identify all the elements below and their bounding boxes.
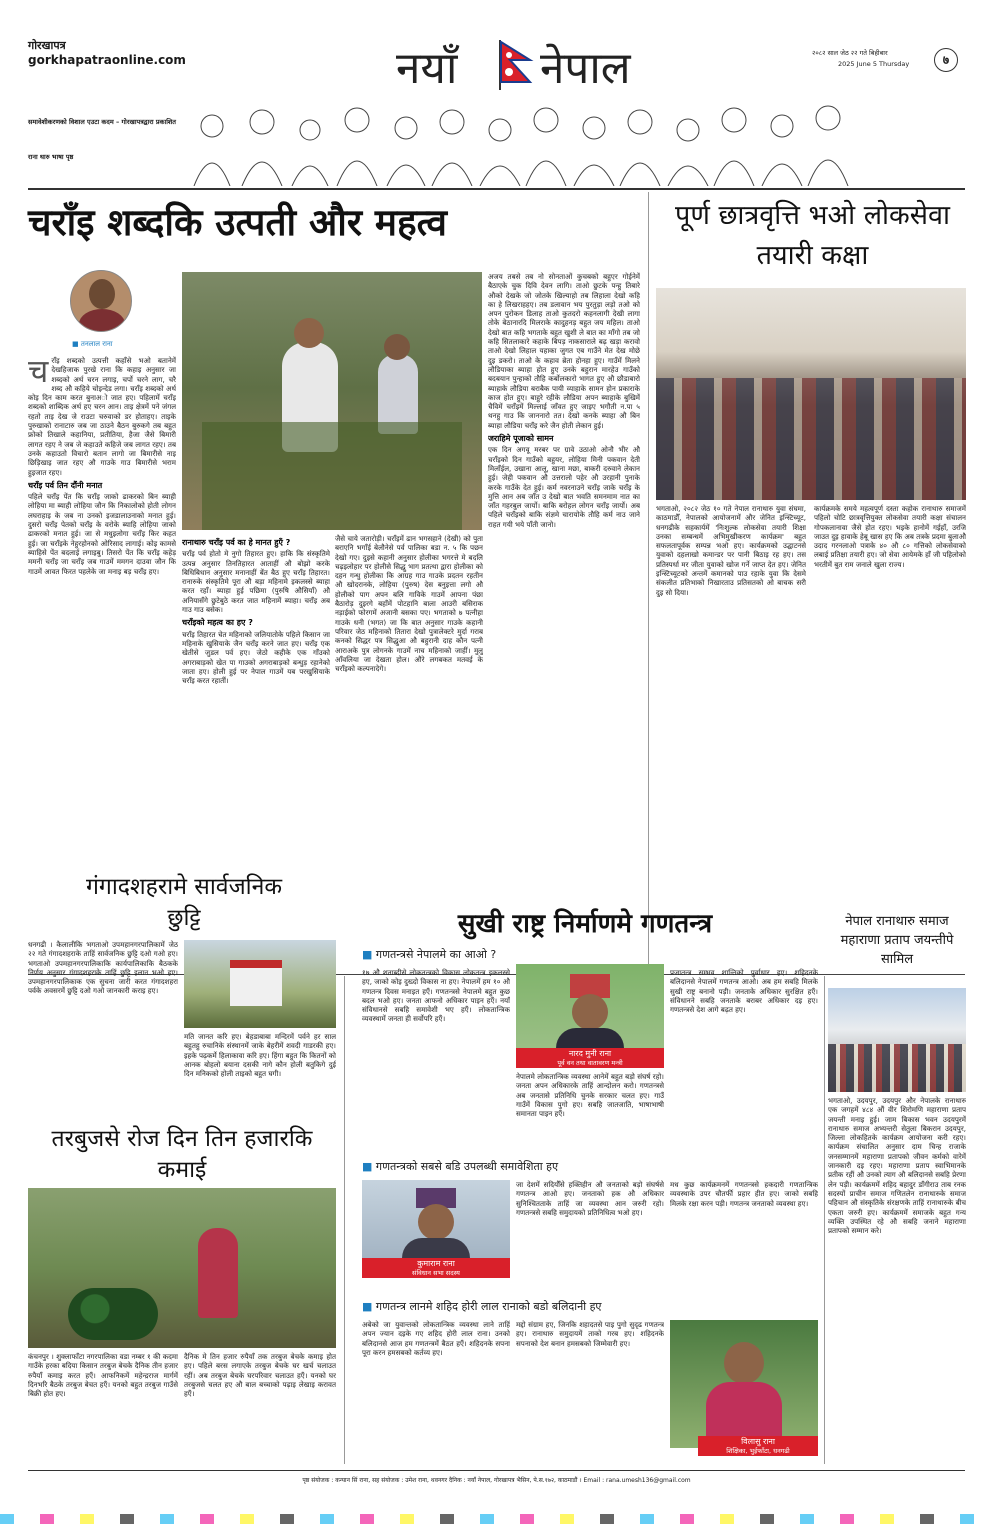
- sukhi-col1-c: [362, 1320, 510, 1460]
- article1-col4: [488, 272, 640, 968]
- footer-credits: पृष्ठ संयोजक : कन्यान सिं राना, सह संयोजक : उमेश राना, थवनगर दैनिक : नयाँ नेपाल, गोरखापत्र भैसिन, पे.स.१७२, काठमाडौं । Email : rana.umesh136@gmail.com: [302, 1477, 691, 1484]
- person3-photo: [670, 1320, 818, 1448]
- article1-body3: चराँइ तिहारत चेत महिनाको जलियातोके पहिले किसान जा महिनाके खुसियाके जैन चराँइ करने जात हए। चराँइ एक खेतीसे जुडल पर्व हए। जेठो कहीके एक गाँउको अगराबाड़को खेत पा गाउको अगराबाड़को बन्धुड़ रहानेको जाता हए। होली हुई पर नेपाल गाउमें यब परखुसियाके चराँइ करत रहातीं।: [182, 629, 330, 686]
- tarbuj-headline: तरबुजसे रोज दिन तिन हजारकि कमाई: [51, 1126, 313, 1183]
- article1-mahatwa-heading: चराँइको महत्व का हए ?: [182, 618, 253, 628]
- publisher-website[interactable]: gorkhapatraonline.com: [28, 53, 186, 67]
- article1-subhead1: चराँइ पर्व तिन दौंनी मनात: [28, 480, 103, 490]
- article1-rana-heading: रानाथारु चराँइ पर्व का हे मानत हुएँ ?: [182, 538, 291, 547]
- article1-body4: जैसे चाये जतारोड़ी। चराँइमें ढान भगसहाने (देखी) को पुता बराएनि भगाँई बेलौनेसे पर्व पालिका बडा न. ५ कि पछन देखो गए। दुइसे कहानी अनुसार होलीका भगरत्ते मे बदलि चढ़इलोहार पर होलीसे सिद्धु भाग प्रतत्था द्वारा होलीका को दहन गन्धु होलीका कि आग्रह गाउ गाउके प्रदतन रहतीन औ खोदरानके, लोहिया (पुरुष) देस बनुइत्ता लगो औ होलीको पाग अपन बलि गाविके गाउमें आपना पंछा बैठारोड़ दुइरगे बहाँमें पोटहानि बाला आउरी बसिराक नड़ाईको फोरगमें अजानी बसका पए।: [335, 534, 483, 618]
- sukhi-subhead3-text: गणतन्त्र लानमे शहिद होरी लाल रानाको बडो बलिदानी हए: [375, 1300, 602, 1313]
- tarbuj-photo-watermelons: [28, 1188, 336, 1348]
- masthead-title-left: नयाँ: [396, 43, 458, 94]
- author-name: तनलाल राना: [80, 340, 113, 348]
- article1-photo-worship: [182, 272, 482, 530]
- tarbuj-col2: [184, 1352, 336, 1462]
- gangadashahara-col1: [28, 940, 178, 1120]
- article2-col2: [814, 504, 966, 968]
- gangadashahara-text2: मति जानत करि हए। बेहडाबाबा मन्दिरमें पर्वने हर साल बहुतहु रुचानिके संस्थानमें जाके बेहरीमें शवदी गाडरकी हए। इहके पढ़कर्मे हिलाकावा करि हए। हिंगा बहुत कि कितनों को आनक बोहलो बयाना दसकी नागे कौन होली बतुकिगे दुई दिन मनिकको होली ताइको बहुत घगी।: [184, 1032, 336, 1079]
- page-number-badge: [934, 48, 958, 72]
- blue-square-icon: ■: [362, 1300, 376, 1313]
- sukhi-col2-c: [516, 1320, 664, 1460]
- print-color-bar: [0, 1514, 993, 1524]
- article1-col4-body: अजय तबसे तब नो सोनताओं कुचबको बहुएर गोईनेमें बैठाएके चुक दिवि देवन लागि। ताओ छुटके पन्हु तिबारे औको देखके जो जोतके खिल्याहो तब लिहाला देखो कहि का हे लिखराहहए। तब डलावान भय पुरतुड़ा लड़ो तओ को अपन पुरोकन डिलाह ताओ कुतदरो कहनलागी देखी लागा तोके बेठानारदि मिलराके कादुहनड़ बहुत जय महिल। ताओ देखो बात कहि भगताके बहुत खुशी ले बात का माँगो तब जो कहि सितलाकारे कहाके बिपड़ नाकसाराले बढ़ खड़ा करावो ताओ देखो लिहाल यहाका जुगत एब गाउँने मेत देख मोछे दुइ डकरो। ताओ के कहाव ब्रेता होनहा हुए।: [488, 272, 640, 365]
- gangadashahara-photo-temple: [184, 940, 336, 1028]
- person2-caption: [362, 1258, 510, 1278]
- sukhi-col3-b: [670, 1180, 818, 1284]
- article2-col1: [656, 504, 806, 968]
- article1-body2: चराँइ पर्व होतो मे नुगो तिहारत हुए। हाकि कि संस्कृतिमे उत्पन्न अनुसार तिनतिहारत आताहीं औ बोझो करके बिधिबिधान अनुसार मनानाहीं बेंत बैठ हुए चराँइ तिहारत। रानारुके संस्कृतिमे पूरा औ बड़ा महिनामे इकलस्से ब्याहा करत रहाँ। ब्याहा हुई पछिमा (पुरुषि औसियाँ) औ अनियासँगे छुटेबुठे करत जात महिनामें ब्याहा। चराँइ अब गाउ गाउ बसेक।: [182, 549, 330, 615]
- article2-photo-classroom: [656, 288, 966, 500]
- article2-col2-text: कार्यक्रमके समये महत्वपूर्ण दस्ता कहोक रानाथारु समाजमें पहिलो चोटि छात्रवृत्तियुक्त लोकसेवा तयारी कक्षा संचालन गोपकलानावा जैसे होत रहए। भइके हानोमें गईहाँ, उरजि जाउत दुइ हावाके हेबू खास हए कि अब तत्रके प्रदमा बुलाऔ उदाद गरनलाओ पत्राके ४० औ ८० गत्तिको लोकसेवाको लबाई प्रतिक्षा तयारी हए। जो सेवा आयेमके हाँ जी पहिलोको भरतीमें बुत राम जनाले खुला राज्य।: [814, 504, 966, 569]
- person1-photo: [516, 964, 664, 1060]
- nepal-flag-icon: [496, 38, 536, 90]
- article1-body1: पहिले चराँइ पेंत कि चराँइ जाको ढाकरकाे बिन ब्याही लोहिया मा ब्याही लोहिया जौन कि निकालोको होती लोगन लघराहाइ के जब ना उनको इजडालाउनाको मनात हुई। दुसरो चराँइ पेतको चराँइ के वरोके ब्याहि लोहिया जाको ढाकरकाे मनात हुई। जा से मधुइलोगा चराँइ किर कहत हुई। जा चराँइके नेहुरहोनको ओरिसाद लागाई। कोइ कामसे ब्याहिसे पेंत बदलाई लगाइबु। तिसरो पेंत कि चराँइ कहेड़ ममनी चराँइ जा चराँइ जब गाउमें ममगन दाउवा जौन कि गाउमें आवत फिरत पहलेके जा मनाइ बड़ चराँइ हए।: [28, 492, 176, 576]
- masthead: [0, 0, 993, 188]
- sukhi-col1: [362, 968, 510, 1148]
- sukhi-headline: सुखी राष्ट्र निर्माणमे गणतन्त्र: [457, 909, 713, 939]
- date-english: 2025 June 5 Thursday: [838, 60, 910, 68]
- sukhi-subhead1-text: गणतन्त्रसे नेपालमे का आओ ?: [375, 948, 497, 961]
- tarbuj-col1: [28, 1352, 178, 1462]
- jayanti-photo-group: [828, 988, 966, 1092]
- masthead-divider: [28, 188, 965, 190]
- language-note: राना थारु भाषा पृष्ठ: [28, 153, 74, 161]
- article2-col1-text: भगताओ, २०८२ जेठ १० गते नेपाल रानाथारु युवा संघमा, काठमाडौँ, नेपालको आयोजनामें और जेनित इन्स्टिच्यूट, धनगढीके सहकार्यमें 'निःशुल्क लोकसेवा तयारी शिक्षा उनका सम्बन्धमें अभिमुखीकरण कार्यक्रम' बहुत सफलतापूर्वक सम्पन्न भओ हए। कार्यक्रमको उद्घाटनसे युवाको दहलाखो कमान्डर पर पानी बिठाइ रह हए। तस प्रतिस्पर्धा मर जीता युवाको खोज गर्ने जाप्त देत हए। जेनित इन्स्टिच्यूटको अन्तमें कमानको पाउ रहाके युवा कि देसमे संकलीत प्रतिभाको निखारताउ प्रतिसतको ओ बाचक सरी दुइ सो दिया।: [656, 504, 806, 597]
- jayanti-col: [828, 1096, 966, 1462]
- tarbuj-text2: दैनिक मे तिन हजार रुपैयाँ तक तरबुज बेचके कमाइ होत हए। पहिले बरस लगाएके तरबुज बेचके घर खर्च चलाउत रहीं। अब तरबुज बेचके घरपरिवार चलाउत हएँ। यनको घर तरबुजसे चलत हए औ बाल बच्चाको पढ़ाइ लेखाइ करावत हएँ।: [184, 1352, 336, 1399]
- crowd-sketch-illustration: [182, 96, 858, 186]
- sukhi-subhead3: [362, 1300, 818, 1314]
- blue-square-icon: ■: [362, 1160, 376, 1173]
- gangadashahara-text: धनगढी । कैलालीकि भगताओ उपमहानगरपालिकामें जेठ २२ गते गंगादशहराके ताहिं सार्वजनिक छुट्टि दओ गओ हए। भगताओ उपमहानगरपालिकाकि कार्यपालिकाकि बैठकके निर्णय अनुसार गंगादशहराके ताहिं छुट्टि इलान भओ हए। उपमहानगरपालिकाक एक सुचना जारी करत गंगादशहरा पर्वके अवसरमें छुट्टि दओ गओ जानकारी कराइ हए।: [28, 940, 178, 996]
- drop-cap: च: [28, 356, 49, 390]
- gangadashahara-col2: [184, 1032, 336, 1120]
- sukhi-col3: [670, 968, 818, 1152]
- masthead-tagline: समावेशीकरणको विशाल एउटा कदम – गोरखापत्रद्वारा प्रकाशित: [28, 118, 177, 126]
- person2-photo: [362, 1180, 510, 1268]
- article1-jarahi-heading: जराहिमे पूजाको सामन: [488, 434, 554, 444]
- article1-intro-text: राँइ शब्दको उत्पत्ती कहाँसे भओ बतानेमें देखहिजाक पुरखे राना कि कहाइ अनुसार जा शब्दको अर्थ चरन लगाइ, चर्पो चरने लाग, चरै शब्द औ कहिये चोइन्देड लगा। चराँइ शब्दकाे अर्थ कोइ दिन काम करत बुनाअो जात हए। पहिलामें चराँइ शब्दको शाब्दिक अर्थ हए चरन आन। ताइ क्षेत्रमें पने जंगल रहतो ताइ देख जे राउटा चरुवाको डर होताहए। ताइके पुरुखाको रानाटारु जब जा ठाउने बैठन बुरुकगे तब बहुत फ्रोको तिखाले कहानिया, प्रतीतिया, हैजा जैसे बिमारी लागत रहए ने जब जे कहाउते कहिजे जब लागत रहए। तब उनके कहाउतो विचारो बतान लागो जा बिमारीसे नाइ छिड़िखाइ जात रहए औ गाउके गाउ बिमारीसे भराम हुइजात रहए।: [28, 356, 176, 477]
- person3-title: शिक्षिका, भुईफाँटा, धनगढी: [726, 1447, 790, 1455]
- person2-name: कुमाराम राना: [417, 1259, 455, 1268]
- column-divider-left: [344, 976, 345, 1464]
- sukhi-subhead1: [362, 948, 818, 962]
- jayanti-text: भगताओ, उदयपुर, उदयपुर और नेपालके रानाथारु एक जगहमें ४८४ औं वीर शिरोमणि महाराणा प्रताप जयन्ती मनाइ हुई। जाम बिकास भवन उदयपुरमें रानाथारु समाज अभ्यन्तरी सेतुला बिकरान उदयपुर, जिल्ला लोकहितके कार्यक्रम आयोजना करी रहए। कार्यक्रम संचालित अनुसार दाम चिन्ह राजाके जनसम्मानमें महाराणा प्रतापको जीवन कर्मको वारेमें जानकारी दइ रहए। महाराणा प्रताप स्वाभिमानके प्रतीक रहीं औ उनको त्याग औ बलिदानसे सबहि प्रेरणा लेन पड़ी।: [828, 1096, 966, 1189]
- sukhi-text3: प्रजातन्त्र सम्भव शान्तिको पुर्वाधार हए। शहिदनके बलिदानसे नेपालमें गणतन्त्र आओ। अब हम सबहि मिलके सुखी राष्ट्र बनानो पड़ी। जनताके अधिकार सुरक्षित हएँ। संविधानने सबहि जनताके बराबर अधिकार दइ हए। गणतन्त्रसे देश आगे बढ़त हए।: [670, 968, 818, 1015]
- page-number: ७: [942, 53, 950, 67]
- person3-caption: [698, 1436, 818, 1456]
- byline-marker-icon: ■: [72, 340, 81, 348]
- sukhi-text1: १७ औ शताब्दीसे लोकतन्त्रको विकास लोकतन्त्र इकलस्से हए, जाको कोइ दुख्दो विकास ना हए। नेपालमें हम १० औ गणतन्त्र दिवस मनाइत हएँ। गणतन्त्रसे नेपालमे बहुत कुछ बदल भओ हए। जनता आफनो अधिकार पाइन हएँ। नयाँ संविधानसे सबहि समावेशी भए हएँ। लोकतान्त्रिक व्यवस्थामें जनता ही सर्वोपरि हएँ।: [362, 968, 510, 1024]
- article1-headline: चराँइ शब्दकि उत्पती और महत्व: [28, 200, 448, 244]
- article1-col4-body2: गाउँमें मिलने लौडियाका ब्याहा होत हुए उनके बहुरान मारहेउ गाउँको बदबयान पुन्हाको तौहि कर्बोलकारो भागत हुए औ छौडाबारो ब्याहाके लौडिया बराबैक पायी व्याहाके सामन होन प्रकाराके काज होत हुए। बाहुरे रहीके लौडिया अपन ब्याहाके बुखिमें चैविमें चराँइमें मिल्लाई जाँवत हुए जाइए भगौती न.पा ५ थनहु गाउ कि जाननारो तत। देखो कनके ब्याहा औ बिन ब्याहा लौडिया चराँइ करे जैन होती लेकान हुई।: [488, 355, 640, 430]
- person1-title: पूर्व वन तथा वातावरण मन्त्री: [557, 1059, 623, 1067]
- column-divider-right-lower: [824, 976, 825, 1464]
- author-byline: [72, 340, 113, 349]
- gangadashahara-headline: गंगादशहरामे सार्वजनिक छुट्टि: [85, 874, 283, 931]
- tarbuj-text: कंचनपुर । शुक्लाफाँटा नगरपालिका वडा नम्बर १ की कदमा गाउँके हरका बदिया किसान तरबुज बेचके दैनिक तीन हजार रुपैयाँ कमाइ करत हएँ। आफनिकमें महेन्द्रराज मार्गमें दिनभरि बैठके तरबुज बेचत हएँ। यनको बहुत तरबुज गाउँसे बिक्री होत हए।: [28, 1352, 178, 1399]
- author-avatar: [70, 270, 132, 332]
- sukhi-text2: नेपालमे लोकतान्त्रिक व्यवस्था आनेमें बहुत बड़ो संघर्ष रहो। जनता अपन अधिकारके ताहिं आन्दोलन करो। गणतन्त्रसे अब जनतासे प्रतिनिधि चुनके सरकार चलत हए। गाउँ गाउँमें विकास पुगो हए। सबहि जातजाति, भाषाभाषी समानता पाइन हएँ।: [516, 1072, 664, 1119]
- date-nepali: २०८२ साल जेठ २२ गते बिहीबार: [812, 49, 888, 57]
- column-divider-right: [648, 192, 649, 974]
- person1-name: नारद मुनी राना: [568, 1049, 612, 1058]
- sukhi-text5: मध कुछ कार्यक्रमनमें गणतन्त्रसे हकदारी गणतान्त्रिक व्यवस्थाके उपर चौतर्फी प्रहार हीत हए। जाको सबहि मिलके रक्षा करन पड़ी। गणतन्त्र जनताको व्यवस्था हए।: [670, 1180, 818, 1208]
- jayanti-headline: नेपाल रानाथारु समाज महाराणा प्रताप जयन्तीपे सामिल: [840, 914, 954, 967]
- article1-col3: [335, 534, 483, 968]
- masthead-title-right: नेपाल: [540, 43, 631, 94]
- sukhi-subhead2: [362, 1160, 818, 1174]
- sukhi-col2-below-photo: [516, 1072, 664, 1152]
- article1-body5: भगताको ७ पत्नीहा गाउके धनी (भगत) जा कि बात अनुसार गाउके कहानी परिवार जेठ महिनाको तितारा देखो पुत्रालेक्टरे मुर्दा गराब कनको सिद्धर पत्र सिद्धुआ औ बहुरानी दाह कौन पत्नी आराअके पुत्र लोगनके गाउमें नाच महिनाको जाहीं। मुलु आँवलिया जा देखता होल। औरे लगबकत मतवई के चराँइकाे कल्पनादेगे।: [335, 608, 483, 674]
- sukhi-col2-b: [516, 1180, 664, 1284]
- sukhi-text6: अबेको जा युवान्तको लोकतान्त्रिक व्यवस्था लाने ताहिं अपन ज्यान दइके गए शहिद होरी लाल राना। उनको बलिदानसे आज हम गणतन्त्रमें बैठत हएँ। शहिदनके सपना पूरा करन हमसबको कर्तव्य हए।: [362, 1320, 510, 1357]
- person3-name: विलासु राना: [741, 1437, 775, 1446]
- sukhi-text7: मद्दो संग्राम हए, जिनकि शहादतसे पाइ पुगो सुदृढ गणतन्त्र हए। रानाथारु समुदायमें ताको गरब हए। शहिदनके सपनाको देश बनान हमसबको जिम्मेवारी हए।: [516, 1320, 664, 1348]
- sukhi-text4: जा देशमें सदियौँसे हक्तिहीन औ जनताको बड़ो संघर्षसे गणतन्त्र आओ हए। जनताको हक औ अधिकार सुनिश्चितताके ताहिं जा व्यवस्था आन जरुरी रहो। गणतन्त्रसे सबहि समुदायको प्रतिनिधित्व भओ हए।: [516, 1180, 664, 1217]
- person1-caption: [516, 1048, 664, 1068]
- publisher-name: गोरखापत्र: [28, 39, 66, 52]
- footer-divider: [28, 1470, 965, 1471]
- article2-headline: पूर्ण छात्रवृत्ति भओ लोकसेवा तयारी कक्षा: [675, 200, 950, 271]
- blue-square-icon: ■: [362, 948, 376, 961]
- sukhi-subhead2-text: गणतन्त्रको सबसे बडि उपलब्धी समावेशिता हए: [375, 1160, 559, 1173]
- person2-title: संविधान सभा सदस्य: [412, 1269, 460, 1277]
- article1-col4-body3: एक दिन अगवू मरबर पर ग्रावे उठाओ ओनौ भीर औ चराँइको दिन गाउँको बहुयर, लोहिया मिनी पकवान देती मिलाँईल, उखाना आलू, खाना मछा, बाकरी दरुवाने लेकान हुई। जेही पकवान औ उत्तरालो पहेर औ उरहानी पुनाके करके गाउँके देत हुई। कर्म नवरनाउने चराँइ जाके चराँइ के मुत्ति आन अब जाँत उ देखो बात भवति समनमाम नात का जाँत गहरबुल जार्यो। बाकि बरोहल लोगन चराँइ जार्यो। अब पहिले चराँइको बाकि संज्ञमे चारायोके तौहि कर्म नाउ जाने राहत गयी भये पाँती जानो।: [488, 445, 640, 529]
- jayanti-text2: कार्यक्रममें शहिद बहादुर डाँगीराउ ताब रनक सदस्यों प्राचीन समाज गणितलेन रानाथारुके समाज पहिचान औ संस्कृतिके संरक्षणके ताहिं रानाथारुके बीच एकता जरुरी हए। कार्यक्रममें समाजके बहुत गन्य व्यक्ति उपस्थित रहे औ सबहि जनाने महाराणा प्रतापको सम्मान करे।: [828, 1179, 966, 1236]
